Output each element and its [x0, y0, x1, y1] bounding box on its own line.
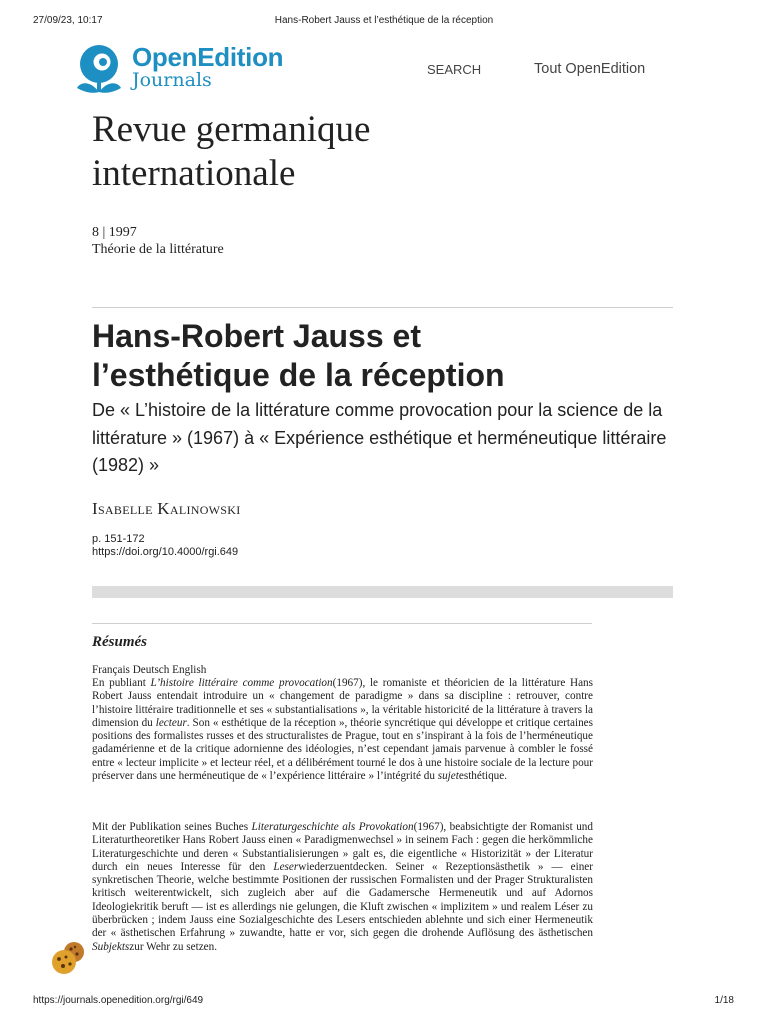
lang-link-english[interactable]: English: [172, 664, 207, 676]
print-url: https://journals.openedition.org/rgi/649: [33, 995, 204, 1006]
abstract-language-switcher: [92, 664, 206, 676]
article-title-line2: l’esthétique de la réception: [92, 357, 505, 393]
abstract-text: zur Wehr zu setzen.: [129, 940, 218, 953]
abstract-text: (1967), le romaniste et théoricien de la littérature Hans Robert Jauss entendait introduire un « changement de paradigme » dans sa discipline : retrouver, contre l’histoire littéraire traditionnelle et ses « substantialisations », la véritable historicité de la littérature à travers la dimension du: [92, 677, 593, 729]
issue-number[interactable]: 8 | 1997: [92, 225, 137, 240]
lang-link-francais[interactable]: Français: [92, 664, 130, 676]
emphasis: Leser: [273, 860, 299, 873]
page-range: p. 151-172: [92, 533, 145, 545]
article-title: [92, 317, 692, 395]
brand-sub: Journals: [132, 69, 212, 91]
divider: [92, 307, 673, 308]
abstract-french: [92, 677, 593, 783]
abstract-text: En publiant: [92, 677, 151, 689]
abstract-text: Mit der Publikation seines Buches: [92, 821, 252, 833]
emphasis: Subjekts: [92, 940, 130, 953]
book-title: L’histoire littéraire comme provocation: [150, 677, 333, 689]
abstract-german: [92, 821, 593, 954]
journal-title-line1: Revue germanique: [92, 109, 371, 150]
nav-search-link[interactable]: SEARCH: [427, 62, 482, 77]
journal-title[interactable]: [92, 108, 692, 196]
abstract-text: esthétique.: [458, 770, 508, 783]
issue-theme[interactable]: Théorie de la littérature: [92, 242, 224, 257]
author-name[interactable]: Isabelle Kalinowski: [92, 499, 241, 518]
book-title: Literaturgeschichte als Provokation: [251, 821, 414, 833]
print-date: 27/09/23, 10:17: [33, 15, 103, 26]
emphasis: sujet: [437, 770, 459, 783]
openedition-logo[interactable]: [75, 42, 315, 102]
journal-title-line2: internationale: [92, 153, 296, 194]
abstracts-heading: Résumés: [92, 634, 148, 650]
article-subtitle: De « L’histoire de la littérature comme provocation pour la science de la littérature » (1967) à « Expérience esthétique et herméneutique littéraire (1982) »: [92, 400, 667, 475]
print-page-number: 1/18: [714, 995, 734, 1006]
nav-all-openedition-link[interactable]: Tout OpenEdition: [534, 61, 646, 77]
print-title: Hans-Robert Jauss et l’esthétique de la réception: [274, 15, 494, 26]
divider: [92, 623, 592, 624]
brand-name: OpenEdition: [132, 42, 284, 72]
lang-link-deutsch[interactable]: Deutsch: [132, 664, 170, 676]
article-title-line1: Hans-Robert Jauss et: [92, 318, 421, 354]
emphasis: lecteur: [155, 716, 187, 729]
abstract-text: . Son « esthétique de la réception », théorie syncrétique qui développe et critique certaines positions des formalistes russes et des structuralistes de Prague, tout en s’inspirant à la fois de l’herméneutique gadamérienne et de la critique adornienne des idéologies, n’est cependant jamais parvenue à combler le fossé entre « lecteur implicite » et lecteur réel, et a délibérément tourné le dos à une histoire sociale de la lecture pour préserver dans une herméneutique de « l’expérience littéraire » l’intégrité du: [92, 716, 593, 783]
toolbar-placeholder-bar: [92, 586, 673, 598]
abstract-text: (1967), beabsichtigte der Romanist und Literaturtheoretiker Hans Robert Jauss einen « Paradigmenwechsel » in seinem Fach : gegen die herkömmliche Literaturgeschichte und deren « Substantialisierungen » galt es, die eigentliche « Historizität » der Literatur durch ein neues Interesse für den: [92, 821, 593, 873]
doi-link[interactable]: https://doi.org/10.4000/rgi.649: [92, 546, 239, 558]
cookie-icon[interactable]: [50, 939, 88, 975]
openedition-flower-icon: [75, 42, 125, 98]
abstract-text: wiederzuentdecken. Seiner « Rezeptionsästhetik » — einer synkretischen Theorie, welche bestimmte Positionen der russischen Formalisten und der Prager Strukturalisten kritisch weiterentwickelt, sich zugleich aber auf die Gadamersche Hermeneutik und auf Adornos Ideologiekritik beruft — ist es allerdings nie gelungen, die Kluft zwischen « implizitem » und realem Léser zu überbrücken ; indem Jauss eine Sozialgeschichte des Lesers entschieden ablehnte und sich einer Hermeneutik der « ästhetischen Erfahrung » zuwandte, hatte er vor, sich gegen die drohende Auflösung des ästhetischen: [92, 860, 593, 940]
issue-info: [92, 224, 224, 258]
